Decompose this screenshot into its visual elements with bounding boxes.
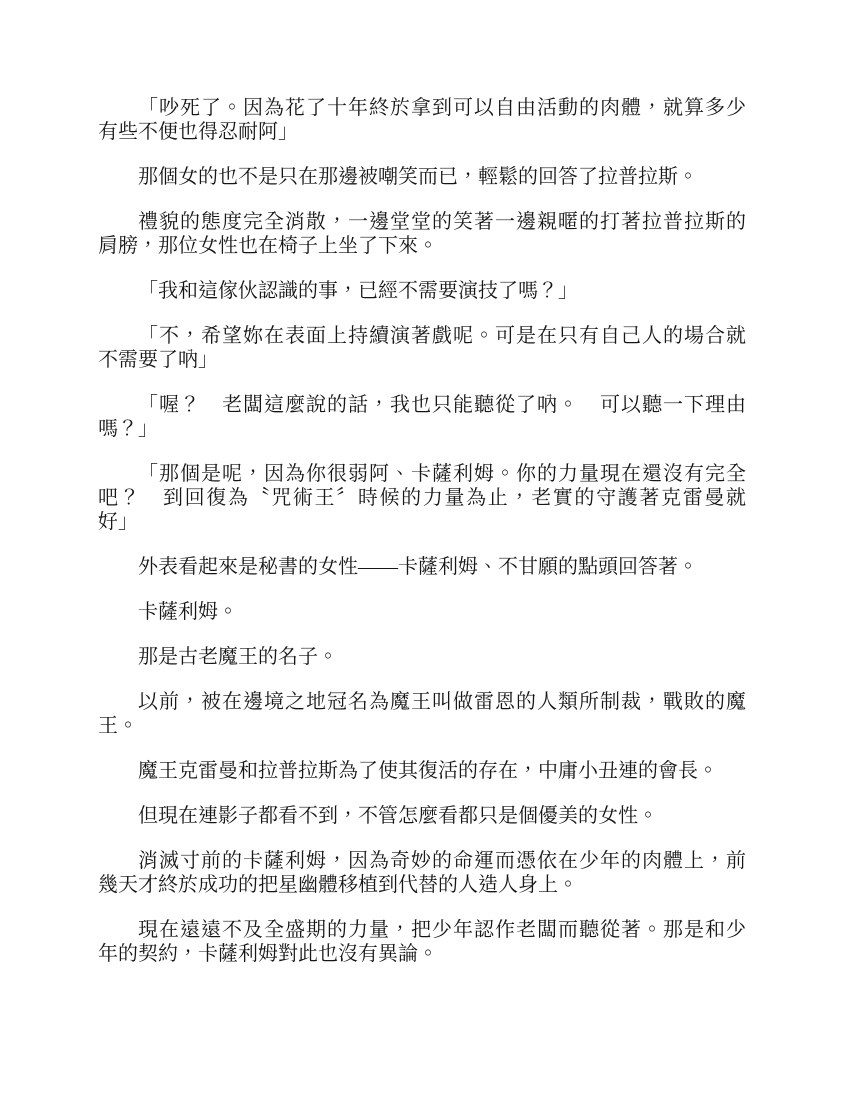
paragraph-line: 好」: [98, 511, 138, 533]
paragraph: [98, 690, 746, 738]
paragraph-line: 「我和這傢伙認識的事，已經不需要演技了嗎？」: [138, 280, 578, 302]
paragraph-line: 外表看起來是秘書的女性——卡薩利姆、不甘願的點頭回答著。: [138, 556, 698, 578]
paragraph-line: 卡薩利姆。: [138, 601, 238, 623]
paragraph-line: 有些不便也得忍耐阿」: [98, 121, 298, 143]
paragraph-line: 幾天才終於成功的把星幽體移植到代替的人造人身上。: [98, 874, 578, 896]
paragraph-line: 那個女的也不是只在那邊被嘲笑而已，輕鬆的回答了拉普拉斯。: [138, 166, 698, 188]
paragraph: [98, 759, 746, 783]
paragraph-line: 嗎？」: [98, 418, 158, 440]
paragraph-line: 但現在連影子都看不到，不管怎麼看都只是個優美的女性。: [138, 805, 658, 827]
paragraph: [98, 393, 746, 441]
paragraph: [98, 804, 746, 828]
paragraph: [98, 645, 746, 669]
paragraph-line: 不需要了吶」: [98, 349, 218, 371]
paragraph: [98, 324, 746, 372]
paragraph-line: 現在遠遠不及全盛期的力量，把少年認作老闆而聽從著。那是和少: [138, 919, 746, 941]
paragraph-line: 消滅寸前的卡薩利姆，因為奇妙的命運而憑依在少年的肉體上，前: [138, 850, 746, 872]
paragraph-line: 吧？ 到回復為〝咒術王〞時候的力量為止，老實的守護著克雷曼就: [98, 487, 746, 509]
paragraph: [98, 600, 746, 624]
paragraph: [98, 96, 746, 144]
paragraph-line: 肩膀，那位女性也在椅子上坐了下來。: [98, 235, 438, 257]
paragraph: [98, 555, 746, 579]
paragraph-line: 禮貌的態度完全消散，一邊堂堂的笑著一邊親暱的打著拉普拉斯的: [138, 211, 746, 233]
paragraph: [98, 210, 746, 258]
paragraph-line: 那是古老魔王的名子。: [138, 646, 338, 668]
paragraph-line: 「那個是呢，因為你很弱阿、卡薩利姆。你的力量現在還沒有完全: [138, 463, 746, 485]
paragraph: [98, 165, 746, 189]
paragraph-line: 年的契約，卡薩利姆對此也沒有異論。: [98, 943, 438, 965]
paragraph: [98, 918, 746, 966]
paragraph-line: 以前，被在邊境之地冠名為魔王叫做雷恩的人類所制裁，戰敗的魔: [138, 691, 746, 713]
paragraph-line: 「不，希望妳在表面上持續演著戲呢。可是在只有自己人的場合就: [138, 325, 746, 347]
paragraph-line: 魔王克雷曼和拉普拉斯為了使其復活的存在，中庸小丑連的會長。: [138, 760, 718, 782]
paragraph: [98, 279, 746, 303]
text-column: [98, 96, 746, 966]
paragraph-line: 王。: [98, 715, 138, 737]
paragraph: [98, 849, 746, 897]
paragraph: [98, 462, 746, 534]
paragraph-line: 「喔？ 老闆這麼說的話，我也只能聽從了吶。 可以聽一下理由: [138, 394, 746, 416]
paragraph-line: 「吵死了。因為花了十年終於拿到可以自由活動的肉體，就算多少: [138, 97, 746, 119]
